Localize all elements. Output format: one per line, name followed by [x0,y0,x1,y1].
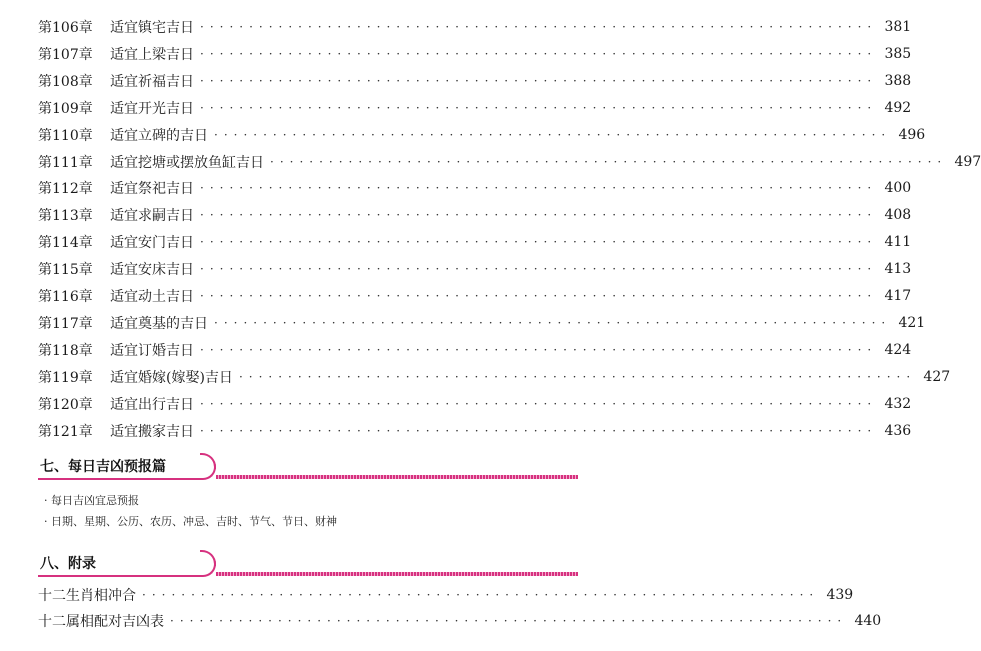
chapter-number: 第113章 [38,208,93,225]
toc-entry[interactable] [38,310,926,336]
chapter-number: 第116章 [38,289,93,305]
page-number: 385 [884,45,912,62]
chapter-number: 第117章 [38,315,93,332]
page-number: 492 [884,99,912,116]
leader-dots: ····································································· [170,614,848,628]
page-number: 440 [854,613,882,629]
chapter-title: 适宜镇宅吉日 [110,20,194,36]
toc-entry[interactable] [38,229,912,255]
leader-dots: ····································································· [200,20,878,34]
toc-entry[interactable] [38,364,951,390]
leader-dots: ····································································· [200,289,878,303]
page-number: 497 [954,153,981,170]
chapter-title: 适宜安门吉日 [110,235,194,252]
chapter-number: 第120章 [38,396,93,413]
leader-dots: ····································································· [142,588,820,602]
chapter-title: 适宜祈福吉日 [110,73,194,90]
leader-dots: ····································································· [200,262,878,277]
chapter-title: 适宜动土吉日 [110,289,194,305]
leader-dots: ····································································· [200,181,878,196]
section-title: 七、每日吉凶预报篇 [40,459,166,475]
section-title: 八、附录 [40,556,96,572]
toc-entry[interactable] [38,149,981,175]
page-number: 424 [884,341,912,358]
leader-dots: ····································································· [200,208,878,223]
leader-dots: ····································································· [200,46,878,61]
toc-entry[interactable] [38,256,912,282]
chapter-number: 第109章 [38,100,93,117]
page-number: 427 [923,368,951,385]
section-divider-line [216,572,578,576]
bullet-item: · 日期、星期、公历、农历、冲忌、吉时、节气、节日、财神 [44,515,337,528]
chapter-title: 适宜祭祀吉日 [110,181,194,198]
page-number: 421 [898,314,926,331]
chapter-title: 适宜订婚吉日 [110,342,194,359]
chapter-title: 适宜奠基的吉日 [110,315,208,332]
toc-entry[interactable] [38,68,912,94]
page-number: 496 [898,126,926,143]
chapter-title: 适宜婚嫁(嫁娶)吉日 [110,369,233,386]
chapter-number: 第111章 [38,154,93,171]
section-divider-line [216,475,578,479]
chapter-number: 第118章 [38,342,93,359]
chapter-number: 第107章 [38,46,93,63]
page-number: 436 [884,422,912,439]
chapter-title: 适宜立碑的吉日 [110,127,208,144]
chapter-title: 适宜安床吉日 [110,262,194,279]
leader-dots: ····································································· [200,73,878,88]
page-number: 432 [884,395,912,412]
leader-dots: ····································································· [214,127,892,142]
appendix-title: 十二生肖相冲合 [38,588,136,604]
chapter-title: 适宜搬家吉日 [110,423,194,440]
appendix-entry[interactable] [38,582,854,608]
appendix-title: 十二属相配对吉凶表 [38,614,164,630]
page-number: 388 [884,72,912,89]
page-number: 381 [884,19,912,35]
bullet-item: · 每日吉凶宜忌预报 [44,494,139,507]
chapter-number: 第110章 [38,127,93,144]
leader-dots: ····································································· [238,369,917,384]
chapter-title: 适宜开光吉日 [110,100,194,117]
page-number: 411 [884,234,912,251]
chapter-number: 第114章 [38,235,93,252]
page-number: 408 [884,207,912,224]
toc-entry[interactable] [38,175,912,201]
leader-dots: ····································································· [270,154,948,169]
page-number: 417 [884,288,912,304]
chapter-title: 适宜挖塘或摆放鱼缸吉日 [110,154,264,171]
chapter-number: 第112章 [38,181,93,198]
section-header-8 [38,551,578,579]
leader-dots: ····································································· [200,100,878,115]
leader-dots: ····································································· [200,342,878,357]
chapter-title: 适宜出行吉日 [110,396,194,413]
toc-entry[interactable] [38,202,912,228]
toc-entry[interactable] [38,283,912,309]
section-header-7 [38,454,578,482]
leader-dots: ····································································· [200,396,878,411]
chapter-title: 适宜求嗣吉日 [110,208,194,225]
chapter-number: 第121章 [38,423,93,440]
leader-dots: ····································································· [214,315,892,330]
toc-entry[interactable] [38,95,912,121]
chapter-number: 第108章 [38,73,93,90]
chapter-number: 第119章 [38,369,93,386]
page-number: 439 [826,587,854,603]
toc-entry[interactable] [38,391,912,417]
page-number: 400 [884,180,912,197]
toc-entry[interactable] [38,122,926,148]
chapter-number: 第106章 [38,20,93,36]
chapter-number: 第115章 [38,262,93,279]
toc-entry[interactable] [38,337,912,363]
leader-dots: ····································································· [200,235,878,250]
toc-entry[interactable] [38,41,912,67]
toc-entry[interactable] [38,14,912,40]
appendix-entry[interactable] [38,608,882,634]
page-number: 413 [884,261,912,278]
chapter-title: 适宜上梁吉日 [110,46,194,63]
leader-dots: ····································································· [200,423,878,438]
toc-entry[interactable] [38,418,912,444]
